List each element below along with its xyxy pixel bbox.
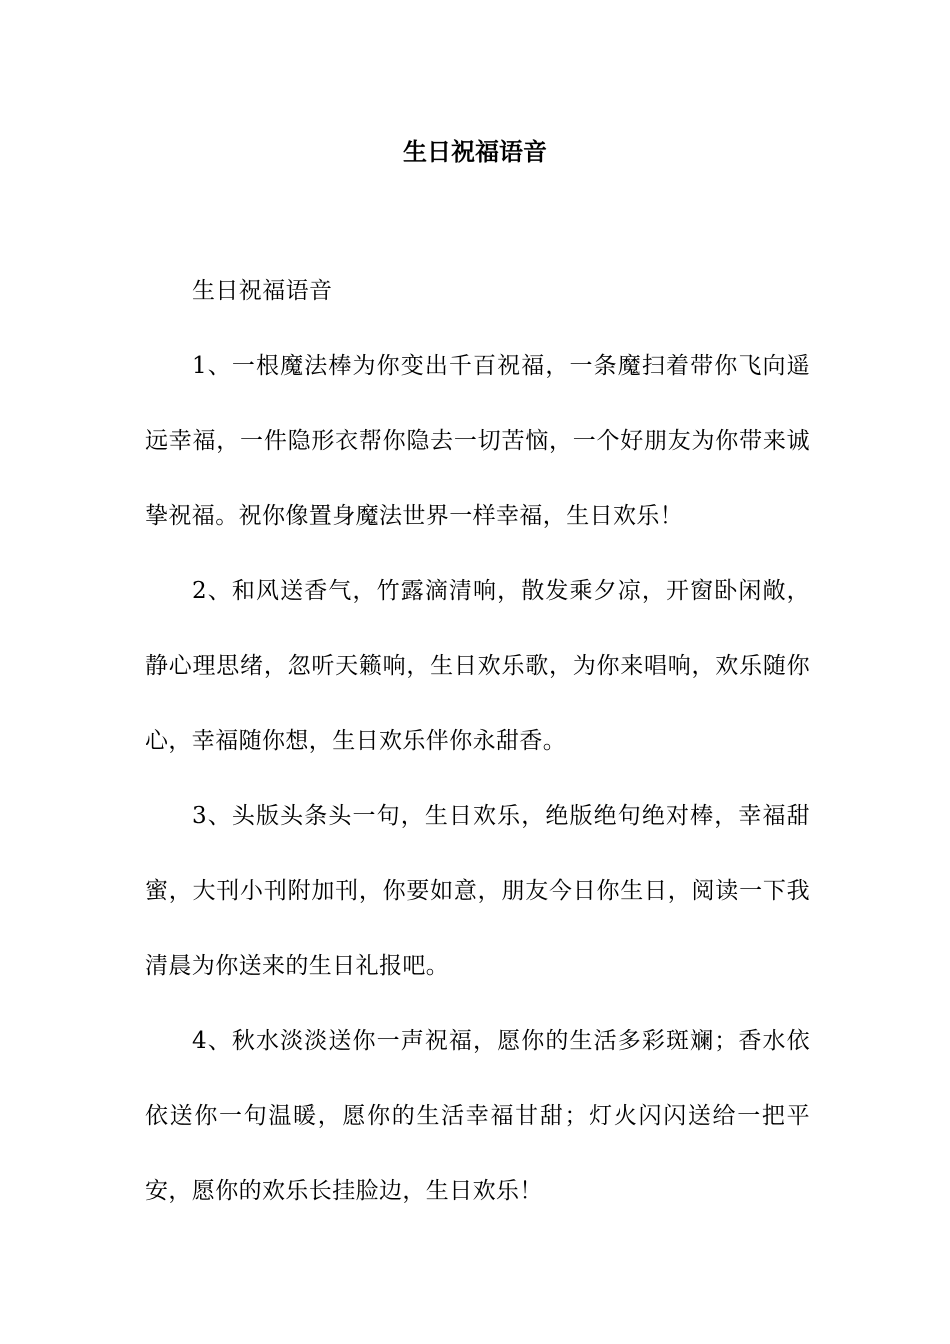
paragraph-wish-2: 2、和风送香气，竹露滴清响，散发乘夕凉，开窗卧闲敞，静心理思绪，忽听天籁响，生日欢乐歌，为你来唱响，欢乐随你心，幸福随你想，生日欢乐伴你永甜香。 <box>145 578 810 754</box>
paragraph-wish-1: 1、一根魔法棒为你变出千百祝福，一条魔扫着带你飞向遥远幸福，一件隐形衣帮你隐去一切苦恼，一个好朋友为你带来诚挚祝福。祝你像置身魔法世界一样幸福，生日欢乐！ <box>145 353 810 529</box>
paragraph-wish-3: 3、头版头条头一句，生日欢乐，绝版绝句绝对棒，幸福甜蜜，大刊小刊附加刊，你要如意，朋友今日你生日，阅读一下我清晨为你送来的生日礼报吧。 <box>145 803 810 979</box>
paragraph-wish-4: 4、秋水淡淡送你一声祝福，愿你的生活多彩斑斓；香水依依送你一句温暖，愿你的生活幸福甘甜；灯火闪闪送给一把平安，愿你的欢乐长挂脸边，生日欢乐！ <box>145 1028 810 1204</box>
document-body <box>145 254 810 1229</box>
document-title: 生日祝福语音 <box>403 137 547 166</box>
paragraph-subtitle: 生日祝福语音 <box>192 278 333 304</box>
